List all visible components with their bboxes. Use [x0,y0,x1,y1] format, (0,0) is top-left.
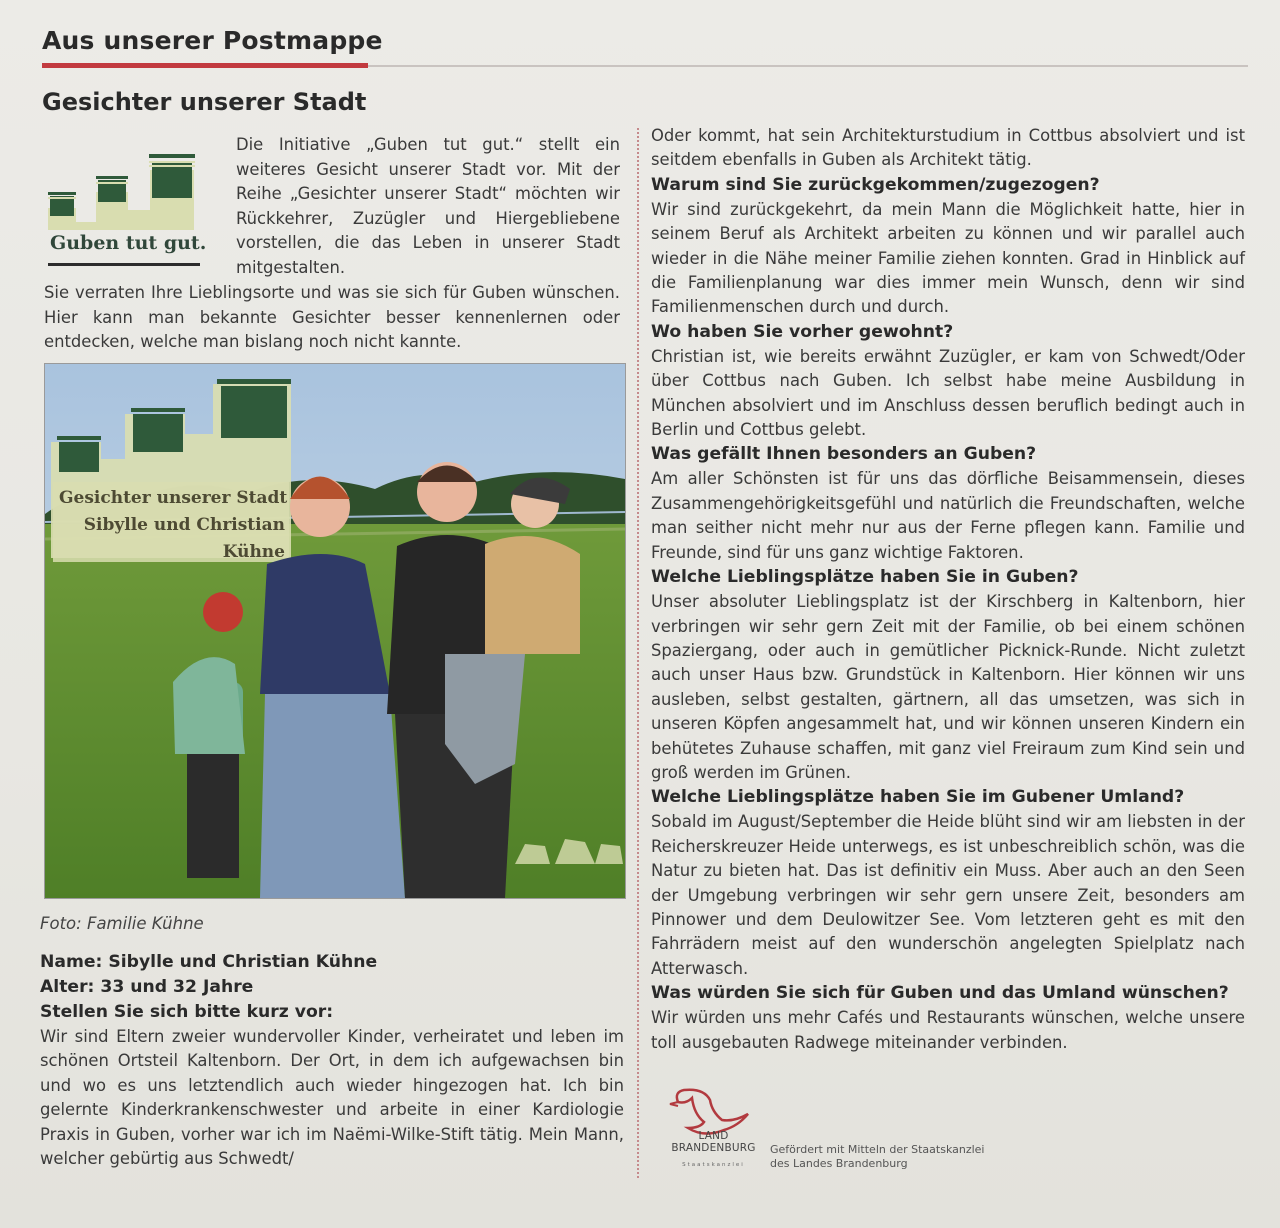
staatskanzlei-label: Staatskanzlei [682,1162,745,1168]
funding-line1: Gefördert mit Mitteln der Staatskanzlei [770,1143,985,1156]
land-line1: LAND [698,1130,729,1142]
profile-name: Name: Sibylle und Christian Kühne [40,952,378,972]
photo-caption: Foto: Familie Kühne [40,914,204,933]
question-wishes: Was würden Sie sich für Guben und das Umland wünschen? [651,983,1229,1004]
section-rule-accent [42,63,368,68]
column-divider [637,128,639,1178]
question-likes: Was gefällt Ihnen besonders an Guben? [651,444,1037,465]
brandenburg-eagle-icon [664,1082,764,1172]
section-rule [368,65,1248,67]
brandenburg-label [666,1130,761,1154]
article-headline: Gesichter unserer Stadt [42,88,367,116]
overlay-names: Sibylle und Christian [83,515,285,535]
answer-surroundings: Sobald im August/September die Heide blüht sind wir am liebsten in der Reicherskreuzer Heide unterwegs, es ist unbeschreiblich schön, was die Natur zu bieten hat. Das ist definitiv ein Muss. Aber auch an den Seen der Umgebung verbringen wir sehr gern unsere Zeit, besonders am Pinnower und dem Deulowitzer See. Vom letzteren geht es mit den Fahrrädern meist auf den wunderschön angelegten Spielplatz nach Atterwasch. [651,812,1245,978]
overlay-surname: Kühne [222,542,285,562]
answer-previous-home: Christian ist, wie bereits erwähnt Zuzügler, er kam von Schwedt/Oder über Cottbus nach Guben. Ich selbst habe meine Ausbildung in München absolviert und im Anschluss dessen beruflich bedingt auch in Berlin und Cottbus gelebt. [651,346,1245,440]
answer-return: Wir sind zurückgekehrt, da mein Mann die Möglichkeit hatte, hier in seinem Beruf als Architekt arbeiten zu können und wir parallel auch wieder in die Nähe meiner Familie ziehen konnten. Grad in Hinblick auf die Familienplanung war dies immer mein Wunsch, denn wir sind Familienmenschen durch und durch. [651,199,1245,317]
answer-intro-continued: Oder kommt, hat sein Architekturstudium in Cottbus absolviert und ist seitdem ebenfalls in Guben als Architekt tätig. [651,126,1245,170]
profile-block [40,950,624,1171]
intro-paragraph: Die Initiative „Guben tut gut.“ stellt ein weiteres Gesicht unserer Stadt vor. Mit der Reihe „Gesichter unserer Stadt“ möchten wir Rückkehrer, Zuzügler und Hiergebliebene vorstellen, die das Leben in unserer Stadt mitgestalten. [236,135,620,277]
answer-wishes: Wir würden uns mehr Cafés und Restaurants wünschen, welche unsere toll ausgebauten Radwege miteinander verbinden. [651,1008,1245,1052]
question-return: Warum sind Sie zurückgekommen/zugezogen? [651,174,1100,195]
intro-paragraph-continued: Sie verraten Ihre Lieblingsorte und was sie sich für Guben wünschen. Hier kann man bekannte Gesichter besser kennenlernen oder entdecken, welche man bislang noch nicht kannte. [44,283,620,351]
logo-text: Guben tut gut. [50,232,207,254]
family-photo [44,363,626,899]
funding-note [770,1143,984,1171]
logo-underline [48,263,200,266]
question-favorite-places: Welche Lieblingsplätze haben Sie in Guben? [651,567,1079,588]
funding-line2: des Landes Brandenburg [770,1157,908,1170]
question-previous-home: Wo haben Sie vorher gewohnt? [651,321,954,342]
section-title: Aus unserer Postmappe [42,26,383,55]
question-surroundings: Welche Lieblingsplätze haben Sie im Gubener Umland? [651,787,1185,808]
overlay-title: Gesichter unserer Stadt [59,488,288,508]
profile-age: Alter: 33 und 32 Jahre [40,977,254,997]
answer-intro: Wir sind Eltern zweier wundervoller Kinder, verheiratet und leben im schönen Ortsteil Kaltenborn. Der Ort, in dem ich aufgewachsen bin und wo es uns letztendlich auch wieder hingezogen hat. Ich bin gelernte Kinderkrankenschwester und arbeite in einer Kardiologie Praxis in Guben, vorher war ich im Naëmi-Wilke-Stift tätig. Mein Mann, welcher gebürtig aus Schwedt/ [40,1027,624,1169]
interview-column [651,124,1245,1055]
question-intro: Stellen Sie sich bitte kurz vor: [40,1002,334,1022]
land-line2: BRANDENBURG [671,1142,756,1154]
answer-favorite-places: Unser absoluter Lieblingsplatz ist der Kirschberg in Kaltenborn, hier verbringen wir sehr gern Zeit mit der Familie, ob bei einem schönen Spaziergang, oder auch in gemütlicher Picknick-Runde. Nicht zuletzt auch unser Haus bzw. Grundstück in Kaltenborn. Hier können wir uns ausleben, selbst gestalten, gärtnern, all das umsetzen, was sich in unseren Köpfen angesammelt hat, und wir können unseren Kindern ein behütetes Zuhause schaffen, mit ganz viel Freiraum zum Kind sein und groß werden im Grünen. [651,592,1245,782]
answer-likes: Am aller Schönsten ist für uns das dörfliche Beisammensein, dieses Zusammengehörigkeitsgefühl und natürlich die Freundschaften, welche man seither nicht mehr nur aus der Ferne pflegen kann. Familie und Freunde, sind für uns ganz wichtige Faktoren. [651,469,1245,562]
